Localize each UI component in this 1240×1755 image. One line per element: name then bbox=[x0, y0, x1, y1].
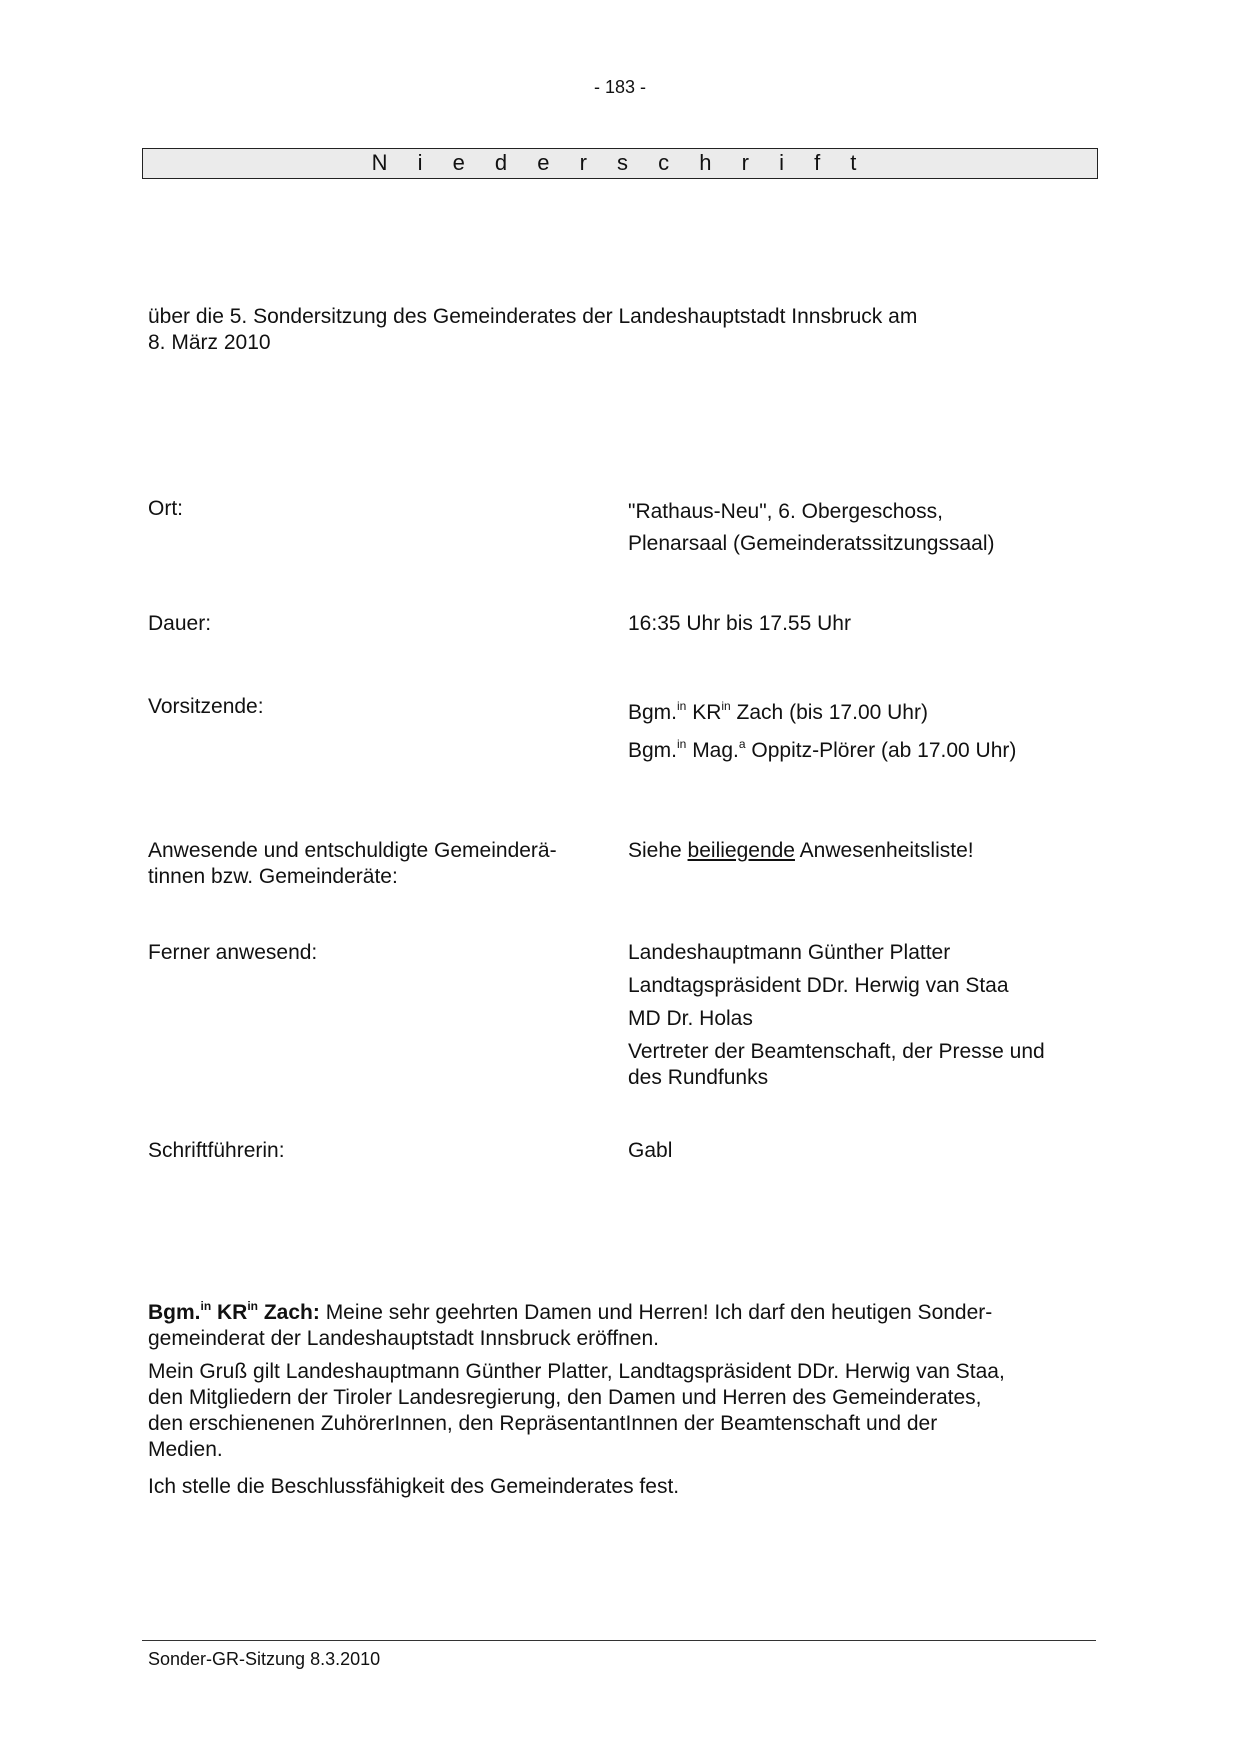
schrift-value: Gabl bbox=[628, 1139, 673, 1162]
ferner-line-1: Landeshauptmann Günther Platter bbox=[628, 941, 951, 964]
vorsitzende-line-2 bbox=[628, 732, 1098, 770]
anwesende-label-line-1: Anwesende und entschuldigte Gemeinderä- bbox=[148, 839, 557, 862]
speech-p2-line-3: den erschienenen ZuhörerInnen, den RepräsentantInnen der Beamtenschaft und der bbox=[148, 1412, 938, 1435]
superscript: in bbox=[200, 1299, 212, 1313]
speaker-title-kr: KR bbox=[211, 1301, 248, 1324]
ort-value-line-2: Plenarsaal (Gemeinderatssitzungssaal) bbox=[628, 532, 995, 555]
document-title: N i e d e r s c h r i f t bbox=[142, 148, 1098, 179]
ort-value-line-1: "Rathaus-Neu", 6. Obergeschoss, bbox=[628, 500, 943, 523]
ferner-line-3: MD Dr. Holas bbox=[628, 1007, 753, 1030]
intro-line-2: 8. März 2010 bbox=[148, 331, 271, 354]
footer-text: Sonder-GR-Sitzung 8.3.2010 bbox=[148, 1649, 381, 1669]
anwesende-value-underlined: beiliegende bbox=[687, 839, 795, 862]
schrift-label: Schriftführerin: bbox=[148, 1139, 285, 1162]
anwesende-value-post: Anwesenheitsliste! bbox=[794, 839, 974, 862]
anwesende-value bbox=[628, 838, 1098, 864]
ferner-line-4b: des Rundfunks bbox=[628, 1066, 769, 1089]
speech-p1-line-2: gemeinderat der Landeshauptstadt Innsbruck eröffnen. bbox=[148, 1327, 659, 1350]
dauer-value: 16:35 Uhr bis 17.55 Uhr bbox=[628, 612, 851, 635]
speech-p2-line-1: Mein Gruß gilt Landeshauptmann Günther Platter, Landtagspräsident DDr. Herwig van Staa, bbox=[148, 1360, 1005, 1383]
ort-value bbox=[628, 496, 1098, 560]
superscript: a bbox=[738, 737, 746, 751]
title-mag: Mag. bbox=[686, 739, 739, 762]
speech-p1-text: Meine sehr geehrten Damen und Herren! Ich darf den heutigen Sonder- bbox=[319, 1301, 993, 1324]
superscript: in bbox=[677, 737, 687, 751]
ferner-line-4a: Vertreter der Beamtenschaft, der Presse und bbox=[628, 1040, 1045, 1063]
superscript: in bbox=[247, 1299, 259, 1313]
anwesende-value-pre: Siehe bbox=[628, 839, 688, 862]
title-bgm: Bgm. bbox=[628, 739, 678, 762]
speaker-surname: Zach: bbox=[258, 1301, 320, 1324]
vorsitzende-label: Vorsitzende: bbox=[148, 695, 264, 718]
ferner-line-2: Landtagspräsident DDr. Herwig van Staa bbox=[628, 974, 1009, 997]
anwesende-label-line-2: tinnen bzw. Gemeinderäte: bbox=[148, 865, 398, 888]
speech-p1-line-1 bbox=[148, 1300, 1088, 1326]
anwesende-label bbox=[148, 838, 618, 890]
dauer-label: Dauer: bbox=[148, 612, 212, 635]
vorsitzende-line-1 bbox=[628, 694, 1098, 732]
footer-divider bbox=[142, 1640, 1096, 1641]
intro-line-1: über die 5. Sondersitzung des Gemeinderates der Landeshauptstadt Innsbruck am bbox=[148, 305, 918, 328]
speaker-name bbox=[148, 1301, 320, 1324]
speech-paragraph-1 bbox=[148, 1300, 1088, 1352]
speech-paragraph-3: Ich stelle die Beschlussfähigkeit des Gemeinderates fest. bbox=[148, 1475, 680, 1498]
title-kr: KR bbox=[686, 701, 722, 724]
vorsitzende-value bbox=[628, 694, 1098, 770]
page-number: - 183 - bbox=[593, 77, 647, 97]
speech-p2-line-4: Medien. bbox=[148, 1438, 223, 1461]
ferner-value bbox=[628, 940, 1098, 1091]
chair-name: Oppitz-Plörer (ab 17.00 Uhr) bbox=[745, 739, 1017, 762]
ferner-label: Ferner anwesend: bbox=[148, 941, 318, 964]
superscript: in bbox=[721, 699, 731, 713]
title-bgm: Bgm. bbox=[628, 701, 678, 724]
intro-text bbox=[148, 304, 1048, 356]
ort-label: Ort: bbox=[148, 497, 183, 520]
speech-paragraph-2 bbox=[148, 1359, 1088, 1463]
superscript: in bbox=[677, 699, 687, 713]
speaker-title-bgm: Bgm. bbox=[148, 1301, 201, 1324]
chair-name: Zach (bis 17.00 Uhr) bbox=[730, 701, 928, 724]
speech-p2-line-2: den Mitgliedern der Tiroler Landesregierung, den Damen und Herren des Gemeinderates, bbox=[148, 1386, 982, 1409]
